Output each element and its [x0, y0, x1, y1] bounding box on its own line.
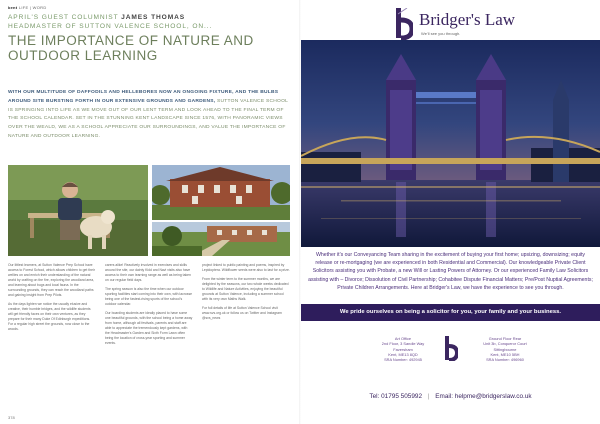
standfirst-rest: SUTTON VALENCE SCHOOL IS SPRINGING INTO LIFE AS WE MOVE OUT OF OUR LENT TERM AND LOOK AHEAD TO THE FINAL TERM OF THE SCHOOL CALENDAR. SET IN THE STUNNING KENT LANDSCAPE SINCE 1576, WITH PANORAMIC VIEWS OVER THE WEALD, WE AS A SCHOOL APPRECIATE OUR SURROUNDINGS, AND VALUE THE IMPORTANCE OF NATURE AND OUTDOOR LEARNING. — [8, 98, 288, 139]
paragraph: Our littlest learners, at Sutton Valence Prep School have access to Forest School, which allows children to get their wellies on and enrich their understanding of the natural world by crafting on the fire, exploring the woodland area, and learning about bugs and local fauna. In the surrounding grounds, they can reach the woodland paths and gaining insight from Prep Pilots. — [8, 263, 95, 297]
columnist-name: JAMES THOMAS — [121, 14, 186, 21]
article-body — [8, 263, 290, 413]
office-addresses — [301, 330, 600, 385]
contact-line — [301, 393, 600, 400]
body-column-2 — [105, 263, 193, 350]
article-standfirst — [8, 89, 290, 142]
paragraph: From the winter term to the summer months, we are delighted by the seasons, our two whole weeks dedicated to Wildlife and Nature Activities, enjoying the beautiful grounds at Sutton Valence, including a summer school with its very own Maths Walk. — [202, 277, 289, 301]
columnist-kicker — [8, 13, 288, 31]
paragraph: As the days lighten we notice the usually elusive and creative, their humble bridges, and the wildlife students will get friendly faces on their own ventures, as they prepare for their many Duke Of Edinburgh expeditions. For a regular high street the grounds, now close to the woods. — [8, 302, 91, 331]
office-line: Faversham — [393, 346, 413, 352]
office-line: Ground Floor Rear — [488, 336, 522, 341]
separator: | — [427, 393, 430, 400]
photo-tower-bridge-night — [301, 40, 600, 247]
photo-garden — [152, 222, 290, 256]
paragraph: Our boarding students are ideally placed to have some one beautiful grounds, with the school being a home away from home, although all festivals, parents and staff are able to appreciate the tremendously kept gardens, with the Headmaster's Garden and Sixth Form Lawn often being the location of cross-year sporting and summer events. — [105, 311, 193, 345]
photo-school-building — [152, 165, 290, 220]
page-number: 378 — [8, 415, 15, 420]
article-title: THE IMPORTANCE OF NATURE AND OUTDOOR LEARNING — [8, 33, 254, 63]
office-line: Sittingbourne — [493, 346, 517, 352]
advert-page — [301, 0, 600, 424]
brand-name: Bridger's Law — [419, 10, 516, 29]
office-line: 2nd Floor, 3 Sandle Way — [381, 341, 425, 347]
paragraph: The spring season is also the time when our outdoor sporting facilities start coming into their own, with lacrosse being one of the fastest-rising sports of the school's outdoor calendar. — [105, 287, 193, 306]
office-line: SRA Number: 492945 — [384, 357, 422, 363]
office-address-faversham — [353, 336, 453, 362]
paragraph: project linked to public painting and poems, inspired by Lepidoptera. Wildflower seeds were also to last for a prize. — [202, 263, 290, 272]
body-column-1 — [8, 263, 96, 336]
office-address-sittingbourne — [455, 336, 555, 362]
bridgers-logo-icon — [395, 8, 413, 40]
office-line: SRA Number: 496960 — [486, 357, 524, 363]
paragraph: carers alike! Reactively involved in exercises and skills around the site, our dainty Kidd and Navi visits also have access to their own learning range as well as being taken on our regular field days. — [105, 263, 191, 282]
body-column-3 — [202, 263, 290, 325]
columnist-role: HEADMASTER OF SUTTON VALENCE SCHOOL, ON... — [8, 23, 213, 30]
section-tag — [8, 5, 47, 10]
telephone: Tel: 01795 505992 — [369, 393, 422, 400]
section-brand: kent — [8, 5, 18, 10]
photo-headmaster-with-dog — [8, 165, 148, 256]
email: Email: helpme@bridgerslaw.co.uk — [435, 393, 532, 400]
brand-tagline: We'll see you through. — [421, 31, 461, 36]
advert-copy: Whether it's our Conveyancing Team sharing in the excitement of buying your first home; upsizing, downsizing; equity release or re-mortgaging (we are experienced in both Residential and Commercial). Our knowledgeable Private Client Solicitors assisting you with Probate, a new Will or Lasting Powers of Attorney. Or our experienced Family Law Solicitors assisting with – Divorce; Dissolution of Civil Partnership; Cohabitee Dispute Financial Matters; Pre/Post Nuptial Agreements; Private Children Arrangements. Here at Bridger's Law, we have the experience to see you through. — [308, 252, 593, 291]
kicker-prefix: APRIL'S GUEST COLUMNIST — [8, 14, 119, 21]
office-line: Kent, ME10 5BH — [490, 351, 520, 357]
advert-band: We pride ourselves on being a solicitor for you, your family and your business. — [301, 304, 600, 321]
section-name: LIFE | WORD — [18, 5, 47, 10]
office-line: Kent, ME13 8QD — [388, 351, 418, 357]
office-line: Art Office — [394, 336, 412, 341]
office-line: Unit 3b, Conqueror Court — [483, 341, 527, 347]
paragraph: For full details of life at Sutton Valence School visit www.svs.org.uk or follow us on Twitter and Instagram @svs_news — [202, 306, 282, 320]
standfirst-lead: WITH OUR MULTITUDE OF DAFFODILS AND HELLEBORES NOW AN ONGOING FIXTURE, AND THE BULBS AROUND SITE BURSTING FORTH IN OUR EXTENSIVE GROUNDS AND GARDENS, — [8, 90, 279, 104]
